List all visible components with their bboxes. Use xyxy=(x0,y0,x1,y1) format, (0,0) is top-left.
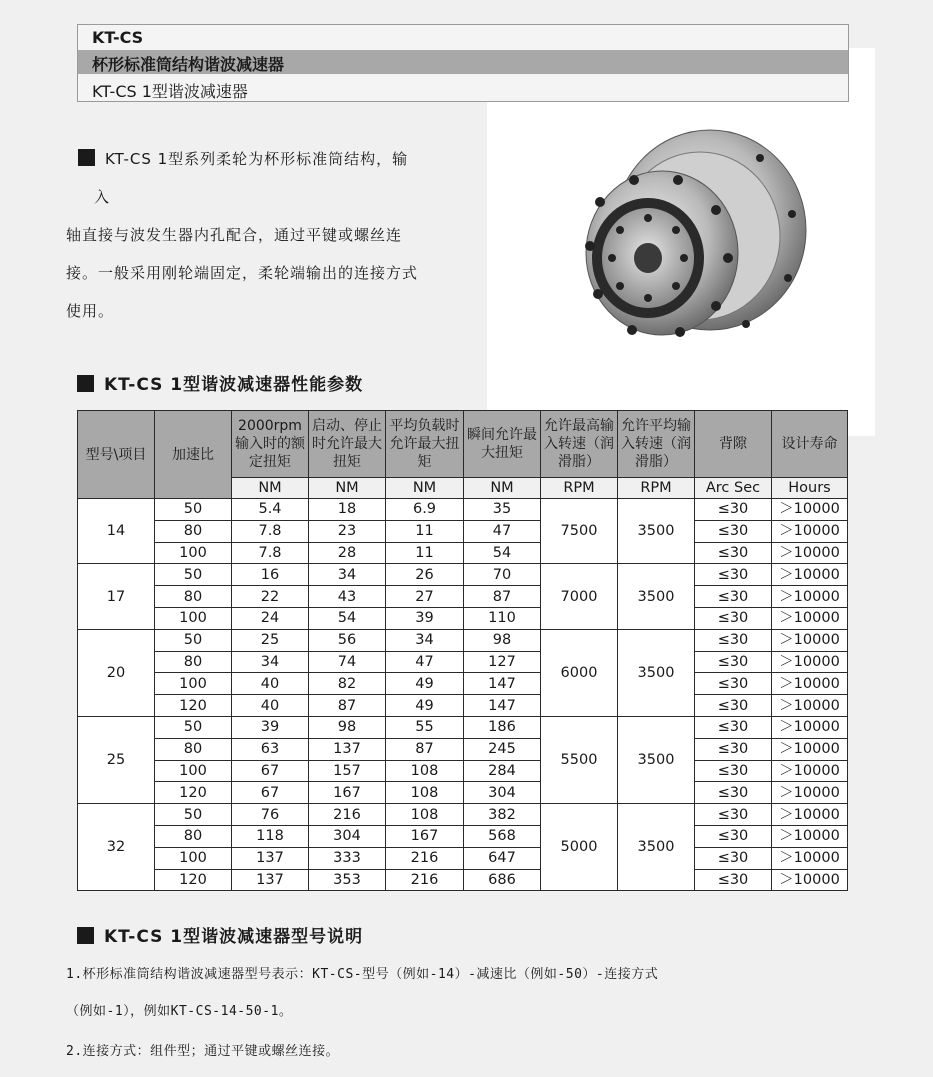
ratio-cell: 50 xyxy=(155,716,232,738)
table-row xyxy=(78,738,848,760)
table-header-cell: 平均负载时允许最大扭矩 xyxy=(386,411,464,478)
table-header-cell: 允许平均输入转速（润滑脂） xyxy=(618,411,695,478)
backlash-cell: ≤30 xyxy=(695,542,772,564)
backlash-cell: ≤30 xyxy=(695,804,772,826)
table-row xyxy=(78,542,848,564)
backlash-cell: ≤30 xyxy=(695,847,772,869)
momentary-cell: 245 xyxy=(464,738,541,760)
backlash-cell: ≤30 xyxy=(695,760,772,782)
ratio-cell: 120 xyxy=(155,869,232,891)
life-cell: ＞10000 xyxy=(772,825,848,847)
intro-line-5: 使用。 xyxy=(66,302,115,320)
table-row xyxy=(78,716,848,738)
table-header-cell: 加速比 xyxy=(155,411,232,499)
momentary-cell: 110 xyxy=(464,607,541,629)
table-row xyxy=(78,629,848,651)
table-row xyxy=(78,499,848,521)
rated-cell: 137 xyxy=(232,847,309,869)
backlash-cell: ≤30 xyxy=(695,825,772,847)
start-stop-cell: 167 xyxy=(309,782,386,804)
max-speed-cell: 7500 xyxy=(541,499,618,564)
backlash-cell: ≤30 xyxy=(695,869,772,891)
momentary-cell: 304 xyxy=(464,782,541,804)
avg-load-cell: 108 xyxy=(386,804,464,826)
bullet-square-icon xyxy=(78,149,95,166)
avg-speed-cell: 3500 xyxy=(618,564,695,629)
avg-load-cell: 49 xyxy=(386,673,464,695)
momentary-cell: 47 xyxy=(464,520,541,542)
table-row xyxy=(78,847,848,869)
table-row xyxy=(78,695,848,717)
rated-cell: 25 xyxy=(232,629,309,651)
life-cell: ＞10000 xyxy=(772,782,848,804)
ratio-cell: 100 xyxy=(155,542,232,564)
max-speed-cell: 5000 xyxy=(541,804,618,891)
avg-load-cell: 108 xyxy=(386,760,464,782)
table-header-cell: 2000rpm输入时的额定扭矩 xyxy=(232,411,309,478)
table-unit-cell: Arc Sec xyxy=(695,478,772,499)
momentary-cell: 686 xyxy=(464,869,541,891)
start-stop-cell: 74 xyxy=(309,651,386,673)
life-cell: ＞10000 xyxy=(772,869,848,891)
avg-load-cell: 55 xyxy=(386,716,464,738)
momentary-cell: 284 xyxy=(464,760,541,782)
life-cell: ＞10000 xyxy=(772,695,848,717)
table-row xyxy=(78,520,848,542)
max-speed-cell: 7000 xyxy=(541,564,618,629)
rated-cell: 7.8 xyxy=(232,520,309,542)
ratio-cell: 100 xyxy=(155,673,232,695)
start-stop-cell: 56 xyxy=(309,629,386,651)
backlash-cell: ≤30 xyxy=(695,782,772,804)
avg-speed-cell: 3500 xyxy=(618,716,695,803)
avg-load-cell: 39 xyxy=(386,607,464,629)
start-stop-cell: 157 xyxy=(309,760,386,782)
max-speed-cell: 5500 xyxy=(541,716,618,803)
rated-cell: 40 xyxy=(232,695,309,717)
life-cell: ＞10000 xyxy=(772,738,848,760)
backlash-cell: ≤30 xyxy=(695,695,772,717)
rated-cell: 137 xyxy=(232,869,309,891)
model-section-title: KT-CS 1型谐波减速器型号说明 xyxy=(104,927,364,947)
life-cell: ＞10000 xyxy=(772,804,848,826)
avg-load-cell: 11 xyxy=(386,520,464,542)
avg-load-cell: 167 xyxy=(386,825,464,847)
table-row xyxy=(78,825,848,847)
ratio-cell: 50 xyxy=(155,629,232,651)
rated-cell: 40 xyxy=(232,673,309,695)
life-cell: ＞10000 xyxy=(772,651,848,673)
intro-line-1 xyxy=(66,140,486,178)
rated-cell: 76 xyxy=(232,804,309,826)
harmonic-reducer-image xyxy=(570,118,810,358)
avg-load-cell: 47 xyxy=(386,651,464,673)
start-stop-cell: 353 xyxy=(309,869,386,891)
table-unit-cell: RPM xyxy=(541,478,618,499)
rated-cell: 16 xyxy=(232,564,309,586)
table-header-cell: 瞬间允许最大扭矩 xyxy=(464,411,541,478)
note-line-1: 1.杯形标准筒结构谐波减速器型号表示：KT-CS-型号（例如-14）-减速比（例如-50）-连接方式 xyxy=(66,967,659,982)
avg-load-cell: 216 xyxy=(386,847,464,869)
table-row xyxy=(78,564,848,586)
header-title: 杯形标准筒结构谐波减速器 xyxy=(92,55,285,74)
table-row xyxy=(78,782,848,804)
model-cell: 20 xyxy=(78,629,155,716)
table-header-cell: 型号\项目 xyxy=(78,411,155,499)
bullet-square-icon xyxy=(77,927,94,944)
life-cell: ＞10000 xyxy=(772,564,848,586)
avg-load-cell: 26 xyxy=(386,564,464,586)
life-cell: ＞10000 xyxy=(772,847,848,869)
intro-line-2: 入 xyxy=(94,188,111,206)
ratio-cell: 80 xyxy=(155,738,232,760)
momentary-cell: 87 xyxy=(464,586,541,608)
header-subtitle: KT-CS 1型谐波减速器 xyxy=(92,82,248,101)
model-cell: 14 xyxy=(78,499,155,564)
table-row xyxy=(78,869,848,891)
note-line-2: （例如-1），例如KT-CS-14-50-1。 xyxy=(66,1004,293,1019)
avg-load-cell: 11 xyxy=(386,542,464,564)
avg-load-cell: 87 xyxy=(386,738,464,760)
life-cell: ＞10000 xyxy=(772,520,848,542)
spec-section-heading xyxy=(77,370,363,395)
bullet-square-icon xyxy=(77,375,94,392)
spec-table xyxy=(77,410,848,891)
start-stop-cell: 18 xyxy=(309,499,386,521)
avg-load-cell: 108 xyxy=(386,782,464,804)
model-cell: 25 xyxy=(78,716,155,803)
rated-cell: 24 xyxy=(232,607,309,629)
model-cell: 32 xyxy=(78,804,155,891)
intro-line-4: 接。一般采用刚轮端固定，柔轮端输出的连接方式 xyxy=(66,264,419,282)
start-stop-cell: 82 xyxy=(309,673,386,695)
avg-load-cell: 34 xyxy=(386,629,464,651)
model-cell: 17 xyxy=(78,564,155,629)
start-stop-cell: 304 xyxy=(309,825,386,847)
ratio-cell: 80 xyxy=(155,651,232,673)
backlash-cell: ≤30 xyxy=(695,586,772,608)
table-header-cell: 设计寿命 xyxy=(772,411,848,478)
rated-cell: 5.4 xyxy=(232,499,309,521)
table-header-cell: 启动、停止时允许最大扭矩 xyxy=(309,411,386,478)
table-header-row xyxy=(78,411,848,478)
table-unit-cell: RPM xyxy=(618,478,695,499)
ratio-cell: 100 xyxy=(155,607,232,629)
backlash-cell: ≤30 xyxy=(695,673,772,695)
momentary-cell: 70 xyxy=(464,564,541,586)
table-row xyxy=(78,607,848,629)
intro-line-3: 轴直接与波发生器内孔配合，通过平键或螺丝连 xyxy=(66,226,403,244)
ratio-cell: 50 xyxy=(155,499,232,521)
rated-cell: 63 xyxy=(232,738,309,760)
ratio-cell: 80 xyxy=(155,520,232,542)
life-cell: ＞10000 xyxy=(772,499,848,521)
avg-speed-cell: 3500 xyxy=(618,629,695,716)
avg-load-cell: 27 xyxy=(386,586,464,608)
momentary-cell: 647 xyxy=(464,847,541,869)
life-cell: ＞10000 xyxy=(772,542,848,564)
rated-cell: 67 xyxy=(232,760,309,782)
backlash-cell: ≤30 xyxy=(695,564,772,586)
rated-cell: 7.8 xyxy=(232,542,309,564)
start-stop-cell: 333 xyxy=(309,847,386,869)
start-stop-cell: 54 xyxy=(309,607,386,629)
ratio-cell: 50 xyxy=(155,804,232,826)
table-unit-cell: NM xyxy=(386,478,464,499)
table-unit-cell: NM xyxy=(309,478,386,499)
ratio-cell: 50 xyxy=(155,564,232,586)
momentary-cell: 54 xyxy=(464,542,541,564)
header-code: KT-CS xyxy=(92,28,144,47)
backlash-cell: ≤30 xyxy=(695,651,772,673)
rated-cell: 118 xyxy=(232,825,309,847)
life-cell: ＞10000 xyxy=(772,629,848,651)
ratio-cell: 120 xyxy=(155,782,232,804)
avg-load-cell: 49 xyxy=(386,695,464,717)
model-section-heading xyxy=(77,922,363,947)
table-row xyxy=(78,673,848,695)
ratio-cell: 100 xyxy=(155,847,232,869)
table-unit-cell: NM xyxy=(464,478,541,499)
backlash-cell: ≤30 xyxy=(695,738,772,760)
backlash-cell: ≤30 xyxy=(695,716,772,738)
intro-text-1: KT-CS 1型系列柔轮为杯形标准筒结构，输 xyxy=(105,150,409,168)
page-header xyxy=(77,24,849,102)
start-stop-cell: 43 xyxy=(309,586,386,608)
ratio-cell: 80 xyxy=(155,825,232,847)
table-row xyxy=(78,804,848,826)
table-header-cell: 允许最高输入转速（润滑脂） xyxy=(541,411,618,478)
momentary-cell: 147 xyxy=(464,695,541,717)
backlash-cell: ≤30 xyxy=(695,520,772,542)
table-row xyxy=(78,651,848,673)
table-header-cell: 背隙 xyxy=(695,411,772,478)
start-stop-cell: 23 xyxy=(309,520,386,542)
ratio-cell: 120 xyxy=(155,695,232,717)
start-stop-cell: 137 xyxy=(309,738,386,760)
momentary-cell: 147 xyxy=(464,673,541,695)
backlash-cell: ≤30 xyxy=(695,499,772,521)
start-stop-cell: 28 xyxy=(309,542,386,564)
life-cell: ＞10000 xyxy=(772,716,848,738)
note-line-3: 2.连接方式：组件型；通过平键或螺丝连接。 xyxy=(66,1044,340,1059)
header-title-band xyxy=(78,50,848,74)
momentary-cell: 127 xyxy=(464,651,541,673)
ratio-cell: 80 xyxy=(155,586,232,608)
backlash-cell: ≤30 xyxy=(695,607,772,629)
start-stop-cell: 34 xyxy=(309,564,386,586)
rated-cell: 67 xyxy=(232,782,309,804)
spec-section-title: KT-CS 1型谐波减速器性能参数 xyxy=(104,375,364,395)
momentary-cell: 568 xyxy=(464,825,541,847)
momentary-cell: 382 xyxy=(464,804,541,826)
life-cell: ＞10000 xyxy=(772,673,848,695)
avg-load-cell: 216 xyxy=(386,869,464,891)
table-row xyxy=(78,586,848,608)
rated-cell: 22 xyxy=(232,586,309,608)
start-stop-cell: 87 xyxy=(309,695,386,717)
life-cell: ＞10000 xyxy=(772,586,848,608)
backlash-cell: ≤30 xyxy=(695,629,772,651)
ratio-cell: 100 xyxy=(155,760,232,782)
momentary-cell: 186 xyxy=(464,716,541,738)
avg-load-cell: 6.9 xyxy=(386,499,464,521)
avg-speed-cell: 3500 xyxy=(618,499,695,564)
start-stop-cell: 98 xyxy=(309,716,386,738)
momentary-cell: 35 xyxy=(464,499,541,521)
avg-speed-cell: 3500 xyxy=(618,804,695,891)
start-stop-cell: 216 xyxy=(309,804,386,826)
table-row xyxy=(78,760,848,782)
table-unit-cell: Hours xyxy=(772,478,848,499)
life-cell: ＞10000 xyxy=(772,760,848,782)
rated-cell: 39 xyxy=(232,716,309,738)
table-unit-cell: NM xyxy=(232,478,309,499)
life-cell: ＞10000 xyxy=(772,607,848,629)
momentary-cell: 98 xyxy=(464,629,541,651)
max-speed-cell: 6000 xyxy=(541,629,618,716)
intro-paragraph xyxy=(66,140,486,330)
rated-cell: 34 xyxy=(232,651,309,673)
